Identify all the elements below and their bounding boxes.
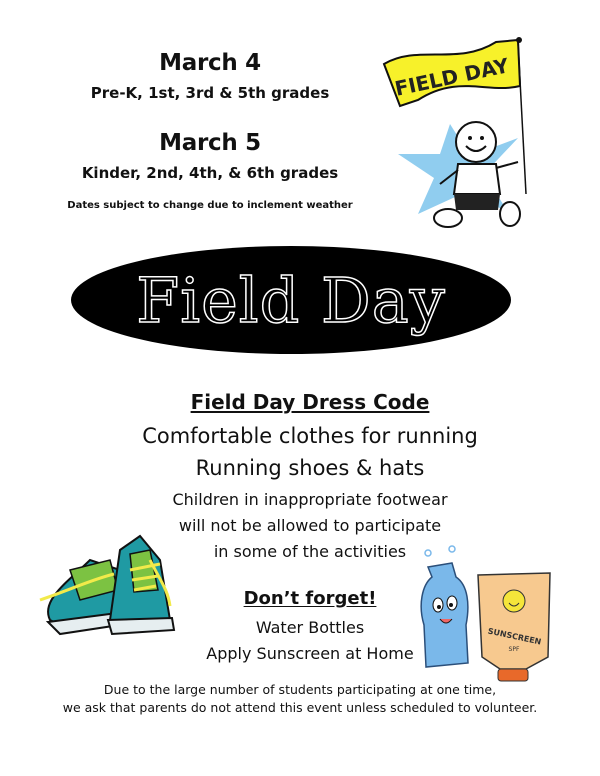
dress-code-line-2: Running shoes & hats bbox=[195, 456, 425, 480]
banner-title: Field Day bbox=[136, 263, 446, 337]
dont-forget-item-1: Water Bottles bbox=[255, 618, 365, 637]
footwear-note-3: in some of the activities bbox=[213, 542, 407, 561]
dont-forget-heading: Don’t forget! bbox=[243, 588, 377, 609]
flag-text: FIELD DAY bbox=[392, 53, 511, 101]
sunscreen-spf: SPF bbox=[508, 646, 520, 653]
grades-march-4: Pre-K, 1st, 3rd & 5th grades bbox=[90, 84, 330, 102]
date-march-5: March 5 bbox=[159, 130, 261, 156]
dont-forget-item-2: Apply Sunscreen at Home bbox=[206, 644, 414, 663]
dress-code-line-1: Comfortable clothes for running bbox=[142, 424, 478, 448]
footer-line-1: Due to the large number of students participating at one time, bbox=[103, 682, 497, 697]
footwear-note-2: will not be allowed to participate bbox=[178, 516, 442, 535]
grades-march-5: Kinder, 2nd, 4th, & 6th grades bbox=[81, 164, 339, 182]
dress-code-heading: Field Day Dress Code bbox=[190, 390, 430, 414]
footwear-note-1: Children in inappropriate footwear bbox=[172, 490, 448, 509]
sneakers-clipart bbox=[30, 530, 180, 640]
weather-note: Dates subject to change due to inclement weather bbox=[67, 200, 353, 211]
bottle-sunscreen-clipart bbox=[410, 545, 560, 685]
date-march-4: March 4 bbox=[159, 50, 261, 76]
field-day-kid-clipart bbox=[378, 34, 538, 230]
footer-line-2: we ask that parents do not attend this event unless scheduled to volunteer. bbox=[62, 700, 538, 715]
sunscreen-label: SUNSCREEN bbox=[486, 626, 543, 647]
